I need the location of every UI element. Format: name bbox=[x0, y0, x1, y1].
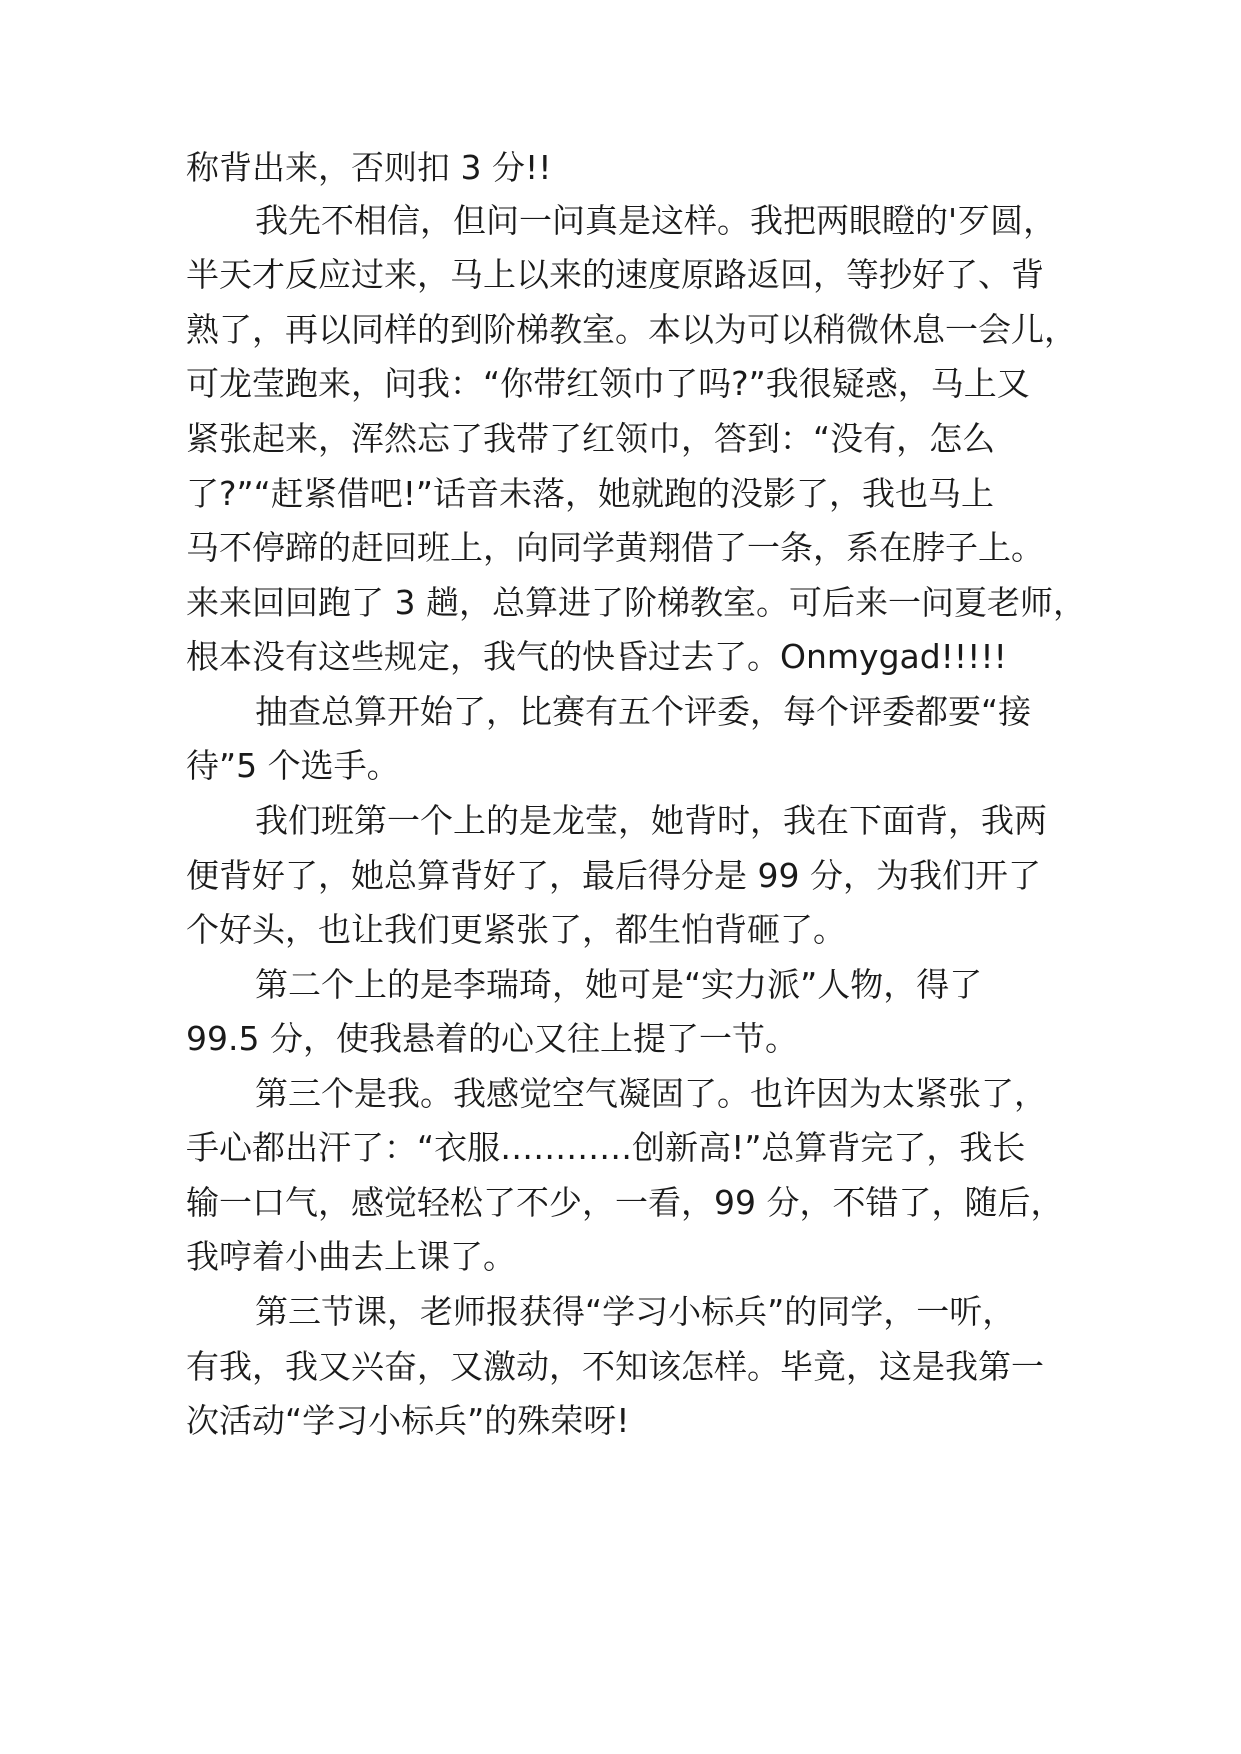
text-line: 了?”“赶紧借吧!”话音未落，她就跑的没影了，我也马上 bbox=[186, 474, 995, 513]
text-line: 来来回回跑了 3 趟，总算进了阶梯教室。可后来一问夏老师， bbox=[186, 583, 1086, 622]
text-line: 称背出来，否则扣 3 分!! bbox=[186, 148, 552, 187]
text-line: 可龙莹跑来，问我：“你带红领巾了吗?”我很疑惑，马上又 bbox=[186, 364, 1030, 403]
paragraph-first-line: 我先不相信，但问一问真是这样。我把两眼瞪的'歹圆， bbox=[255, 201, 1057, 240]
text-line: 待”5 个选手。 bbox=[186, 746, 400, 785]
text-line: 手心都出汗了：“衣服…………创新高!”总算背完了，我长 bbox=[186, 1128, 1026, 1167]
text-line: 次活动“学习小标兵”的殊荣呀! bbox=[186, 1401, 630, 1440]
paragraph-first-line: 抽查总算开始了，比赛有五个评委，每个评委都要“接 bbox=[255, 692, 1032, 731]
text-line: 紧张起来，浑然忘了我带了红领巾，答到：“没有，怎么 bbox=[186, 419, 996, 458]
text-line: 便背好了，她总算背好了，最后得分是 99 分，为我们开了 bbox=[186, 856, 1041, 895]
text-line: 输一口气，感觉轻松了不少，一看，99 分，不错了，随后， bbox=[186, 1183, 1064, 1222]
text-line: 熟了，再以同样的到阶梯教室。本以为可以稍微休息一会儿， bbox=[186, 310, 1077, 349]
text-line: 我哼着小曲去上课了。 bbox=[186, 1237, 516, 1276]
text-line: 有我，我又兴奋，又激动，不知该怎样。毕竟，这是我第一 bbox=[186, 1347, 1044, 1386]
text-line: 个好头，也让我们更紧张了，都生怕背砸了。 bbox=[186, 910, 846, 949]
paragraph-first-line: 第三节课，老师报获得“学习小标兵”的同学，一听， bbox=[255, 1292, 1016, 1331]
paragraph-first-line: 第二个上的是李瑞琦，她可是“实力派”人物，得了 bbox=[255, 965, 983, 1004]
text-line: 马不停蹄的赶回班上，向同学黄翔借了一条，系在脖子上。 bbox=[186, 528, 1044, 567]
text-line: 半天才反应过来，马上以来的速度原路返回，等抄好了、背 bbox=[186, 255, 1044, 294]
text-line: 99.5 分，使我悬着的心又往上提了一节。 bbox=[186, 1019, 798, 1058]
text-line: 根本没有这些规定，我气的快昏过去了。Onmygad!!!!! bbox=[186, 637, 1007, 676]
paragraph-first-line: 第三个是我。我感觉空气凝固了。也许因为太紧张了， bbox=[255, 1074, 1047, 1113]
paragraph-first-line: 我们班第一个上的是龙莹，她背时，我在下面背，我两 bbox=[255, 801, 1047, 840]
